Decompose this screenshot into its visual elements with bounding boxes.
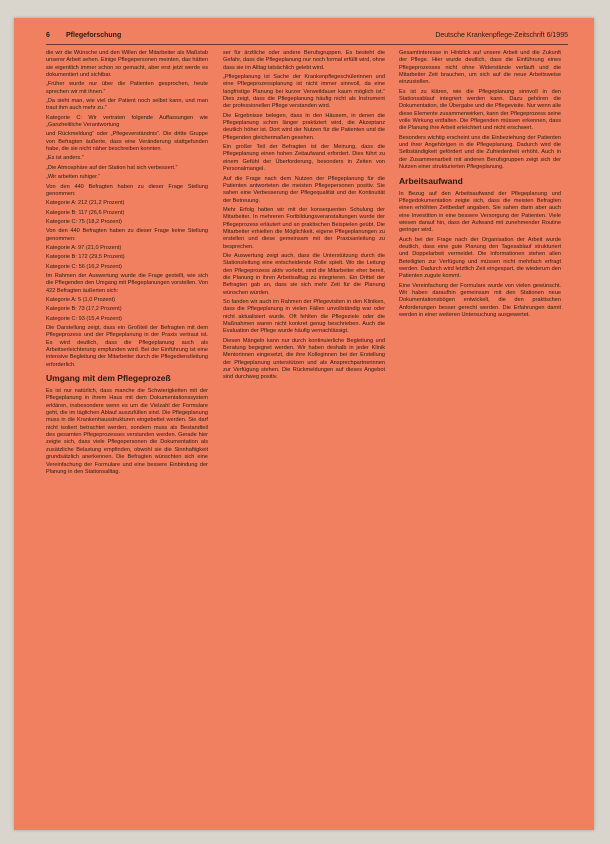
paragraph: „Früher wurde nur über die Patienten gesprochen, heute sprechen wir mit ihnen.“ [46, 81, 208, 95]
paragraph: Diesen Mängeln kann nur durch kontinuierliche Begleitung und Beratung begegnet werden. Wir haben deshalb in jeder Klinik Mentorinnen eingesetzt, die ihre Kolleginnen bei der Erstellung der Pflegeplanung unterstützen und als Ansprechpartnerinnen zur Verfügung stehen. Die Rückmeldungen auf dieses Angebot sind durchweg positiv. [223, 337, 385, 381]
paragraph: Die Auswertung zeigt auch, dass die Unterstützung durch die Stationsleitung eine entscheidende Rolle spielt. Wo die Leitung den Pflegeprozess aktiv vorlebt, sind die Mitarbeiter eher bereit, die Planung in ihren Arbeitsalltag zu integrieren. Ein Drittel der Befragten gab an, dass sie sich mehr Zeit für die Planung wünschen würden. [223, 252, 385, 296]
paragraph: Kategorie C: 93 (15,4 Prozent) [46, 315, 122, 322]
page-number: 6 [46, 32, 50, 39]
paragraph: Kategorie B: 73 (17,2 Prozent) [46, 306, 122, 313]
page-header [46, 32, 568, 45]
paragraph: Kategorie A: 97 (21,0 Prozent) [46, 244, 122, 251]
paragraph: Kategorie C: 75 (18,2 Prozent) [46, 218, 122, 225]
section-title: Pflegeforschung [66, 32, 122, 39]
paragraph: Auch bei der Frage nach der Organisation der Arbeit wurde deutlich, dass eine gute Planung den Tagesablauf strukturiert und Doppelarbeit vermeidet. Die Informationen stehen allen Beteiligten zur Verfügung und müssen nicht mehrfach erfragt werden. Dadurch wird letztlich Zeit eingespart, die wiederum den Patienten zugute kommt. [399, 236, 561, 280]
paragraph: Kategorie C: Wir vertraten folgende Auffassungen wie „Ganzheitliche Verantwortung [46, 114, 208, 129]
paragraph: Kategorie B: 172 (29,5 Prozent) [46, 254, 125, 261]
paragraph: Kategorie C: 56 (16,2 Prozent) [46, 263, 122, 270]
paragraph: Es ist zu klären, wie die Pflegeplanung sinnvoll in den Stationsablauf integriert werden kann. Dazu gehören die Dokumentation, die Übergabe und die Pflegevisite. Nur wenn alle diese Elemente zusammenwirken, kann der Pflegeprozess seine volle Wirkung entfalten. Die Pflegenden müssen erkennen, dass die Planung ihre Arbeit erleichtert und nicht erschwert. [399, 88, 561, 132]
paragraph: Von den 440 Befragten haben zu dieser Frage Stellung genommen: [46, 183, 208, 197]
paragraph: „Da sieht man, wie viel der Patient noch selbst kann, und man traut ihm auch mehr zu.“ [46, 98, 208, 112]
paragraph: Besonders wichtig erscheint uns die Einbeziehung der Patienten und ihrer Angehörigen in die Pflegeplanung. Dadurch wird die Selbständigkeit gefördert und die Zufriedenheit erhöht. Auch in der Zusammenarbeit mit anderen Berufsgruppen zeigt sich der Nutzen einer strukturierten Pflegeplanung. [399, 134, 561, 171]
paragraph: So fanden wir auch im Rahmen der Pflegevisiten in den Kliniken, dass die Pflegeplanung in vielen Fällen unvollständig war oder nicht aktualisiert wurde. Oft fehlten die Pflegeziele oder die Maßnahmen waren nicht konkret genug beschrieben. Auch die Evaluation der Pflege wurde häufig vernachlässigt. [223, 299, 385, 335]
text-column-2 [223, 50, 385, 815]
paragraph: „Die Atmosphäre auf der Station hat sich verbessert.“ [46, 164, 178, 171]
paragraph: die wir die Wünsche und den Willen der Mitarbeiter als Maßstab unserer Arbeit sehen. Einige Pflegepersonen meinten, das hätten sie eigentlich immer schon so gemacht, aber erst jetzt werde es dokumentiert und sichtbar. [46, 50, 208, 79]
paragraph: Ein großer Teil der Befragten ist der Meinung, dass die Pflegeplanung einen hohen Zeitaufwand erfordert. Dies führt zu einem Gefühl der Überforderung, besonders in Zeiten von Personalmangel. [223, 144, 385, 173]
paragraph: Auf die Frage nach dem Nutzen der Pflegeplanung für die Patienten antworteten die meisten Pflegepersonen positiv. Sie sahen eine Verbesserung der Pflegequalität und der Kontinuität der Betreuung. [223, 175, 385, 204]
paragraph: Kategorie A: 5 (1,0 Prozent) [46, 296, 116, 303]
paragraph: „Es ist anders.“ [46, 155, 84, 162]
text-column-3 [399, 50, 561, 815]
paragraph: Im Rahmen der Auswertung wurde die Frage gestellt, wie sich die Pflegenden den Umgang mit Pflegeplanungen vorstellen. Von 422 Befragten äußerten sich: [46, 272, 208, 294]
paragraph: ser für ärztliche oder andere Berufsgruppen. Es besteht die Gefahr, dass die Pflegeplanung nur noch formal erfüllt wird, ohne dass sie im Alltag tatsächlich gelebt wird. [223, 50, 385, 71]
paragraph: In Bezug auf den Arbeitsaufwand der Pflegeplanung und Pflegedokumentation zeigte sich, dass die meisten Befragten einen erhöhten Zeitbedarf angaben. Sie sahen darin aber auch eine Investition in eine bessere Versorgung der Patienten. Viele wiesen darauf hin, dass der Aufwand mit zunehmender Routine geringer wird. [399, 190, 561, 234]
paragraph: Von den 440 Befragten haben zu dieser Frage keine Stellung genommen: [46, 228, 208, 242]
paragraph: Eine Vereinfachung der Formulare wurde von vielen gewünscht. Wir haben daraufhin gemeinsam mit den Stationen neue Dokumentationsbögen entwickelt, die den praktischen Anforderungen besser gerecht werden. Die Erfahrungen damit werden in einer weiteren Untersuchung ausgewertet. [399, 282, 561, 318]
paragraph: Kategorie A: 212 (21,2 Prozent) [46, 200, 125, 207]
paragraph: „Wir arbeiten ruhiger.“ [46, 174, 101, 181]
paragraph: und Rückmeldung“ oder „Pflegeverständnis“. Die dritte Gruppe von Befragten äußerte, dass eine Veränderung stattgefunden habe, die sie nicht näher beschreiben konnten. [46, 131, 208, 153]
paragraph: „Pflegeplanung ist Sache der Krankenpflegeschülerinnen und eine Pflegeprozessplanung ist nicht immer sinnvoll, da eine langfristige Planung bei kurzer Verweildauer kaum möglich ist.“ Dies zeigt, dass die Pflegeplanung häufig nicht als Instrument der professionellen Pflege verstanden wird. [223, 74, 385, 110]
document-page [14, 18, 594, 830]
section-heading: Arbeitsaufwand [399, 175, 463, 186]
paragraph: Kategorie B: 117 (26,6 Prozent) [46, 209, 125, 216]
paragraph: Die Darstellung zeigt, dass ein Großteil der Befragten mit dem Pflegeprozess und der Pflegeplanung in der Praxis vertraut ist. Es wird deutlich, dass die Pflegeplanung auch als Arbeitserleichterung empfunden wird. Bei der Einführung ist eine intensive Begleitung der Mitarbeiter durch die Pflegedienstleitung erforderlich. [46, 325, 208, 368]
paragraph: Die Ergebnisse belegen, dass in den Häusern, in denen die Pflegeplanung schon länger praktiziert wird, die Akzeptanz deutlich höher ist. Dort wird der Nutzen für die Patienten und die Pflegenden gleichermaßen gesehen. [223, 112, 385, 141]
magazine-title: Deutsche Krankenpflege-Zeitschrift 6/1995 [435, 32, 568, 39]
paragraph: Gesamtinteresse in Hinblick auf unsere Arbeit und die Zukunft der Pflege. Hier wurde deutlich, dass die Einführung eines Pflegeprozesses nicht ohne Widerstände verläuft und die Mitarbeiter Zeit brauchen, um sich auf die neue Arbeitsweise einzustellen. [399, 50, 561, 86]
paragraph: Es ist nur natürlich, dass manche die Schwierigkeiten mit der Pflegeplanung in ihrem Haus mit dem Dokumentationssystem erklären, insbesondere wenn es um die Vielzahl der Formulare geht, die im täglichen Ablauf auszufüllen sind. Die Pflegeplanung muss in die Krankenhausstrukturen eingebettet werden. Sie darf nicht isoliert betrachtet werden, sondern muss als Bestandteil des gesamten Pflegeprozesses verstanden werden. Gerade hier zeigte sich, dass viele Pflegepersonen die Dokumentation als zusätzliche Belastung empfinden, obwohl sie die Sinnhaftigkeit grundsätzlich anerkennen. Die Befragten wünschten sich eine Vereinfachung der Formulare und eine bessere Einbindung der Planung in den Stationsalltag. [46, 388, 208, 475]
text-column-1 [46, 50, 208, 815]
paragraph: Mehr Erfolg hatten wir mit der konsequenten Schulung der Mitarbeiter. In mehreren Fortbildungsveranstaltungen wurde der Pflegeprozess erläutert und an praktischen Beispielen geübt. Die Mitarbeiter erhielten die Möglichkeit, eigene Pflegeplanungen zu erstellen und diese gemeinsam mit der Praxisanleitung zu besprechen. [223, 206, 385, 250]
section-heading: Umgang mit dem Pflegeprozeß [46, 373, 171, 384]
